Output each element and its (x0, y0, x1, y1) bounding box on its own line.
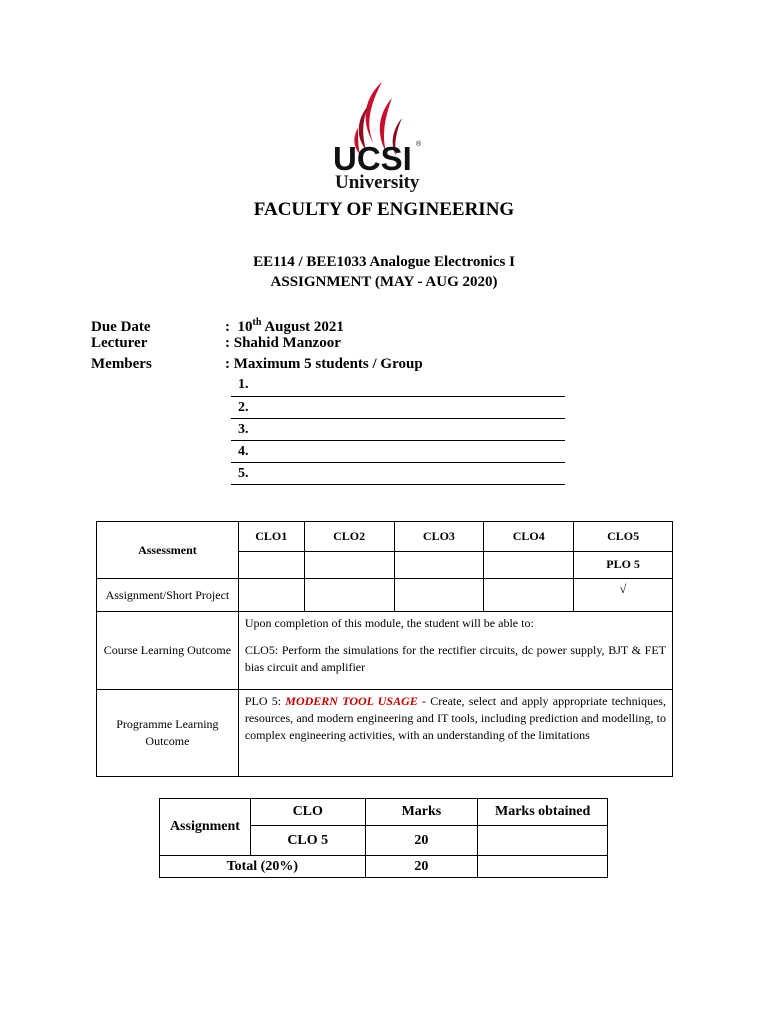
total-obtained-cell[interactable] (478, 856, 608, 878)
members-list (231, 374, 565, 485)
member-slot[interactable]: 4. (231, 441, 565, 463)
clo-row-label: Course Learning Outcome (97, 612, 239, 690)
due-date-row (91, 312, 423, 333)
lecturer-value: : Shahid Manzoor (225, 335, 341, 351)
course-code-title: EE114 / BEE1033 Analogue Electronics I (253, 254, 515, 270)
total-label: Total (20%) (160, 856, 366, 878)
marks-header: Marks (365, 799, 478, 826)
clo5-header: CLO5 (574, 522, 673, 552)
plo-emphasis: MODERN TOOL USAGE (285, 694, 418, 708)
plo-prefix: PLO 5: (244, 694, 286, 708)
assessment-header: Assessment (97, 522, 239, 579)
marks-table (159, 798, 608, 878)
members-value: : Maximum 5 students / Group (225, 356, 423, 372)
marks-clo-value: CLO 5 (250, 826, 365, 856)
assignment-info (91, 312, 423, 375)
member-slot[interactable]: 5. (231, 463, 565, 485)
marks-clo-header: CLO (250, 799, 365, 826)
registered-mark: ® (416, 141, 422, 148)
clo3-assignment-cell (394, 579, 484, 612)
assignment-period: ASSIGNMENT (MAY - AUG 2020) (270, 274, 498, 290)
due-date-suffix: th (252, 317, 262, 328)
total-marks: 20 (365, 856, 478, 878)
marks-value: 20 (365, 826, 478, 856)
faculty-title: FACULTY OF ENGINEERING (253, 199, 515, 220)
clo3-plo-cell (394, 552, 484, 579)
members-label: Members (91, 356, 152, 372)
clo1-plo-cell (238, 552, 304, 579)
clo2-plo-cell (304, 552, 394, 579)
ucsi-wordmark (330, 140, 430, 192)
marks-obtained-cell[interactable] (478, 826, 608, 856)
due-date-month-year: August 2021 (261, 319, 344, 335)
clo-description (238, 612, 672, 690)
clo-intro: Upon completion of this module, the student will be able to: (244, 616, 534, 630)
clo4-header: CLO4 (484, 522, 574, 552)
course-heading (0, 252, 768, 292)
clo4-plo-cell (484, 552, 574, 579)
members-row (91, 354, 423, 375)
clo2-header: CLO2 (304, 522, 394, 552)
marks-assignment-label: Assignment (160, 799, 251, 856)
plo-text: - Create, select and apply appropriate techniques, resources, and modern engineering and IT tools, including prediction and modelling, to complex engineering activities, with an understanding of the limitations (244, 694, 666, 742)
wordmark-university: University (335, 172, 420, 192)
assignment-row-label: Assignment/Short Project (97, 579, 239, 612)
plo-row-label: Programme Learning Outcome (97, 690, 239, 777)
due-date-label: Due Date (91, 319, 151, 335)
clo4-assignment-cell (484, 579, 574, 612)
clo1-assignment-cell (238, 579, 304, 612)
lecturer-label: Lecturer (91, 335, 148, 351)
marks-obtained-header: Marks obtained (478, 799, 608, 826)
clo1-header: CLO1 (238, 522, 304, 552)
member-slot[interactable]: 3. (231, 419, 565, 441)
wordmark-ucsi: UCSI (333, 140, 412, 177)
plo-description (238, 690, 672, 777)
member-slot[interactable]: 2. (231, 397, 565, 419)
lecturer-row (91, 333, 423, 354)
clo5-check-mark: √ (574, 579, 673, 612)
clo5-text: CLO5: Perform the simulations for the rectifier circuits, dc power supply, BJT & FET bias circuit and amplifier (244, 643, 666, 674)
due-date-day: : 10 (225, 319, 253, 335)
clo3-header: CLO3 (394, 522, 484, 552)
clo2-assignment-cell (304, 579, 394, 612)
member-slot[interactable]: 1. (231, 374, 565, 397)
plo5-label: PLO 5 (574, 552, 673, 579)
assessment-table (96, 521, 673, 777)
